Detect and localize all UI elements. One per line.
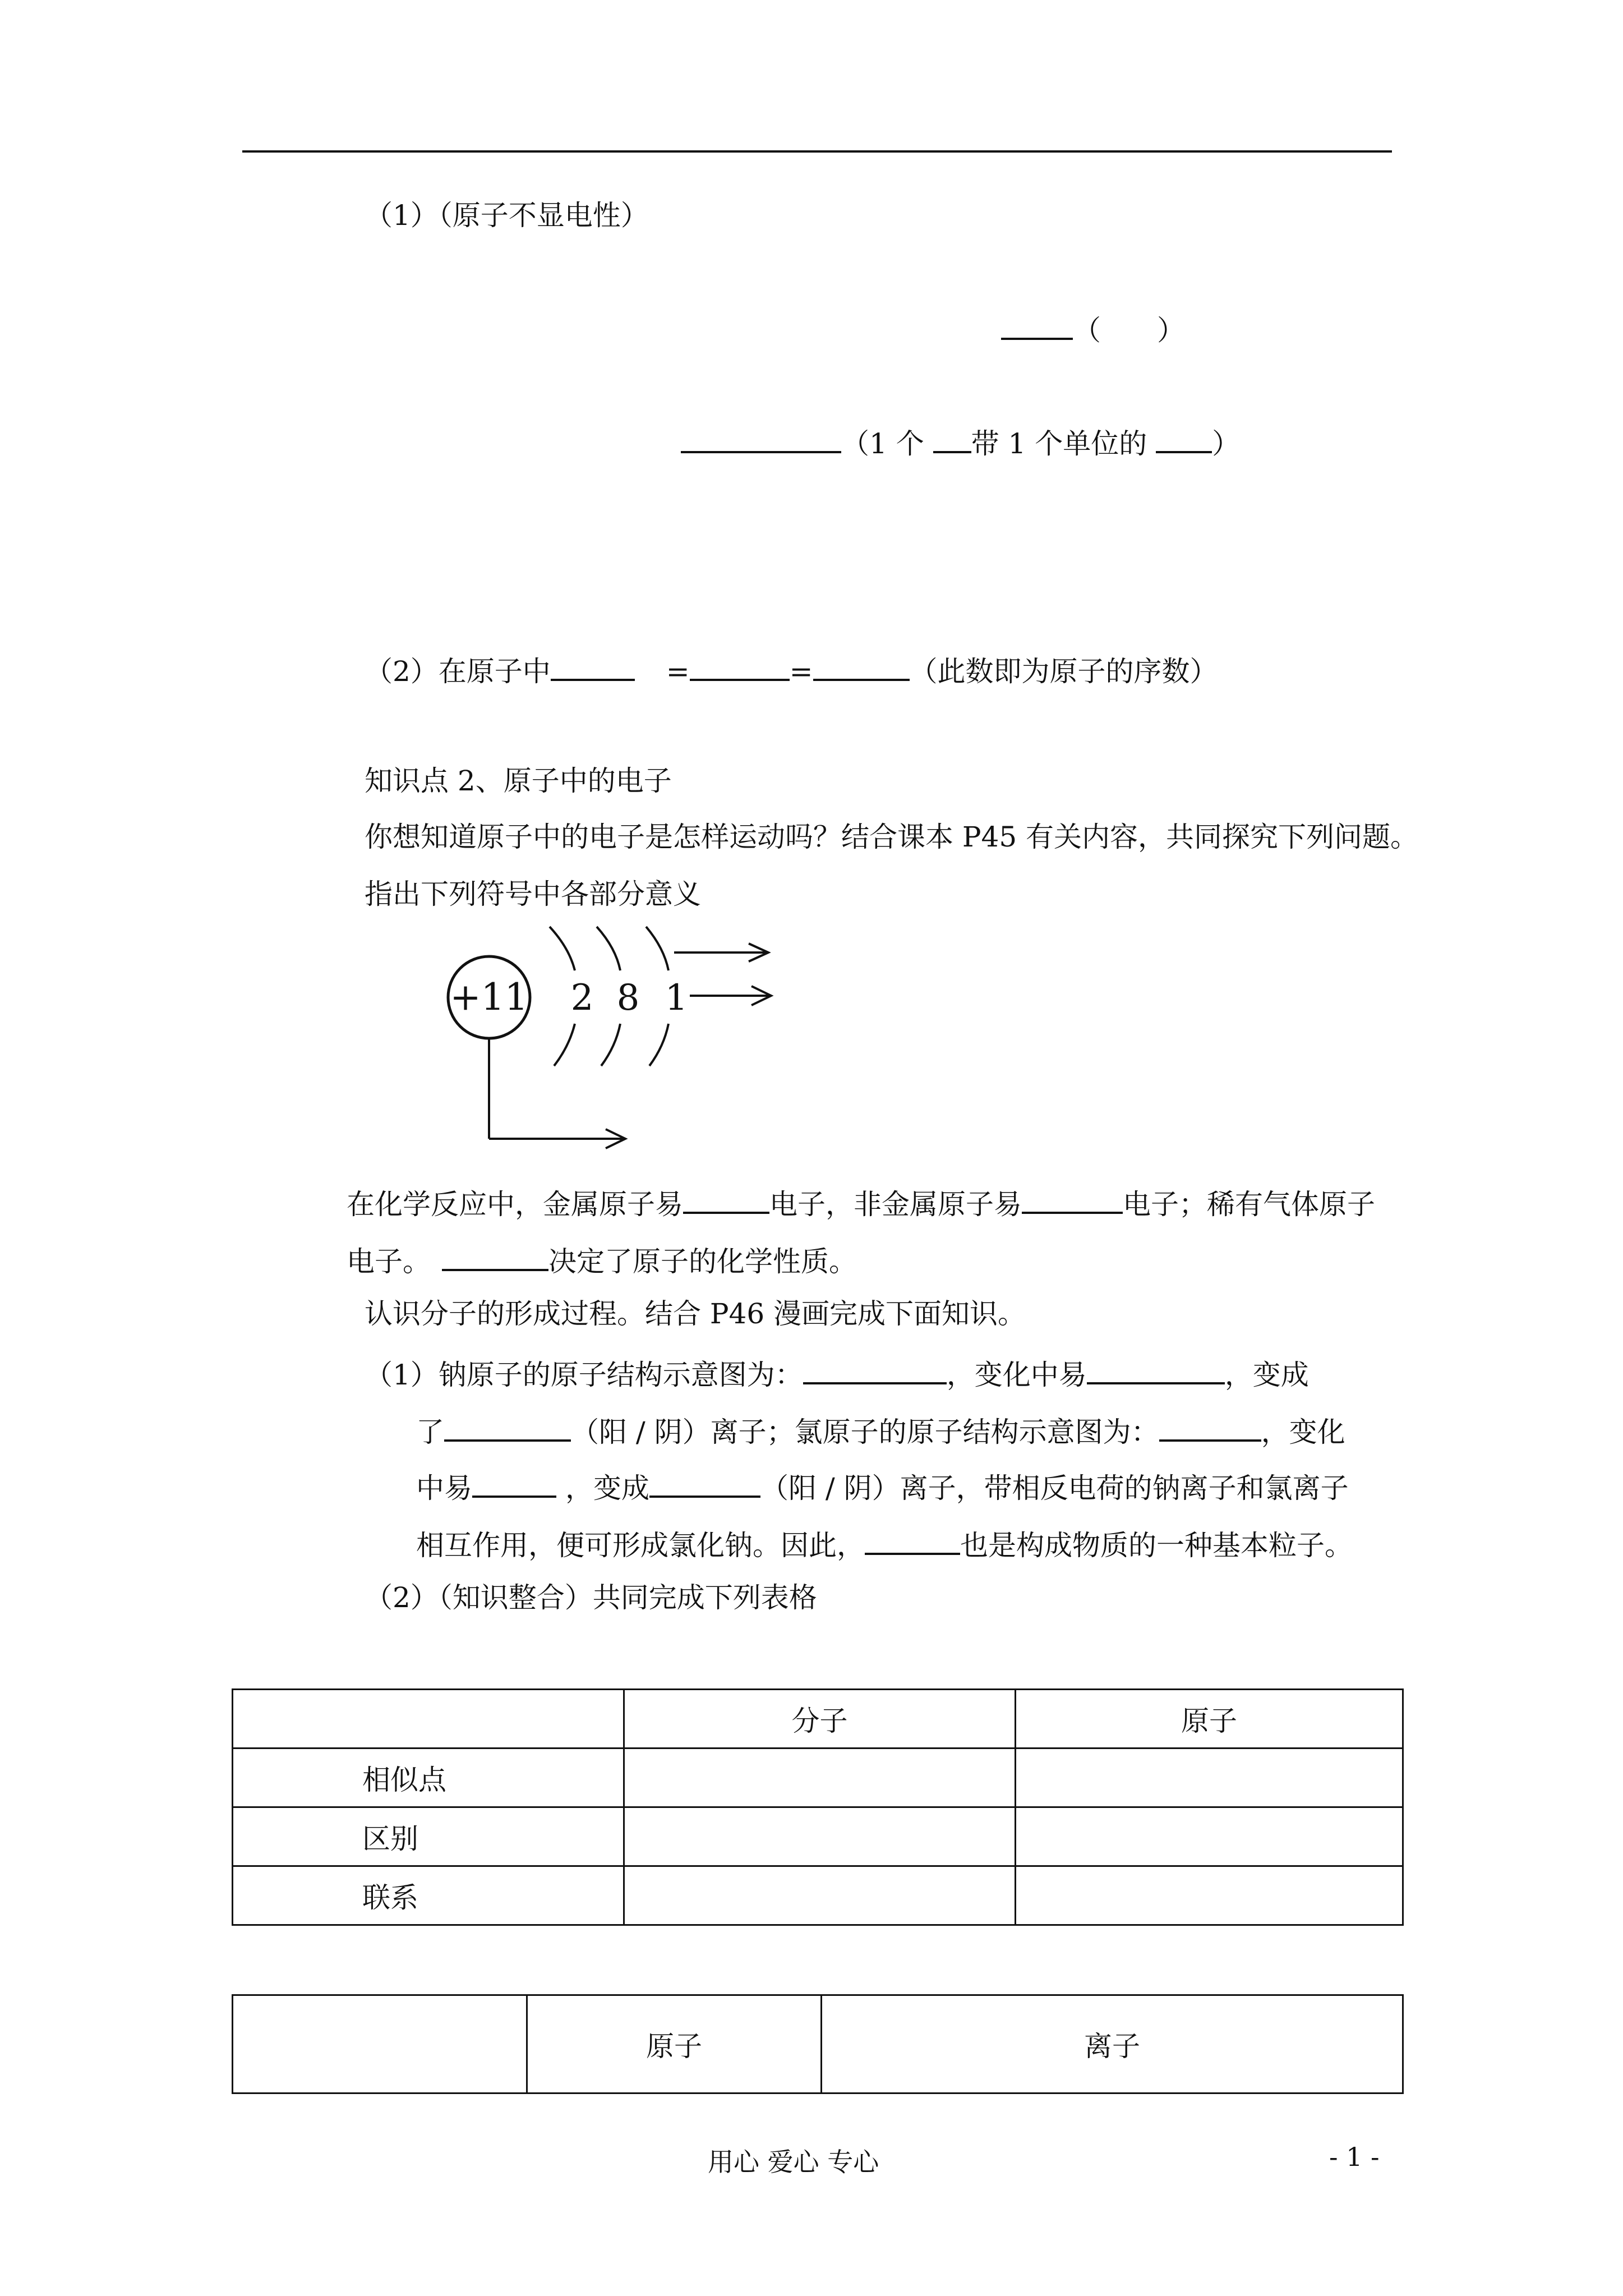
comparison-table-molecule-atom (232, 1688, 1404, 1926)
table-cell[interactable] (1016, 1749, 1403, 1807)
shell-electrons-1: 2 (570, 977, 594, 1019)
shell-arc-2-bottom (601, 1024, 620, 1066)
reaction-line2: 电子。 决定了原子的化学性质。 (347, 1240, 857, 1280)
molecule-p3: 中易 ，变成 （阳 / 阴）离子，带相反电荷的钠离子和氯离子 (416, 1466, 1349, 1506)
table-header-row (233, 1690, 1403, 1749)
table-cell[interactable] (1016, 1807, 1403, 1866)
table-header-ion: 离子 (822, 1995, 1403, 2093)
table-row (233, 1866, 1403, 1925)
blank[interactable] (1001, 309, 1073, 340)
table-row (233, 1749, 1403, 1807)
blank[interactable] (442, 1240, 548, 1271)
knowledge2-question: 你想知道原子中的电子是怎样运动吗？结合课本 P45 有关内容，共同探究下列问题。 (365, 821, 1419, 853)
blank[interactable] (1087, 1353, 1225, 1384)
comparison-table-atom-ion (232, 1994, 1404, 2094)
blank[interactable] (933, 422, 971, 453)
blank[interactable] (681, 422, 841, 453)
table-cell (233, 1995, 527, 2093)
blank[interactable] (690, 650, 790, 681)
blank[interactable] (803, 1353, 947, 1384)
table-header-molecule: 分子 (624, 1690, 1016, 1749)
knowledge2-title: 知识点 2、原子中的电子 (365, 765, 672, 797)
table-header-row (233, 1995, 1403, 2093)
table-cell (233, 1690, 624, 1749)
table-cell[interactable] (624, 1749, 1016, 1807)
section1-line3: （1 个 带 1 个单位的 ） (681, 422, 1240, 462)
reaction-line1: 在化学反应中，金属原子易 电子，非金属原子易 电子；稀有气体原子 (347, 1182, 1375, 1222)
blank[interactable] (472, 1466, 556, 1498)
blank[interactable] (444, 1410, 571, 1442)
footer-motto: 用心 爱心 专心 (708, 2147, 879, 2177)
knowledge2-instruction: 指出下列符号中各部分意义 (365, 878, 701, 910)
section1-line2 (1001, 309, 1185, 348)
blank[interactable] (865, 1524, 960, 1555)
header-rule (242, 150, 1392, 153)
blank[interactable] (683, 1182, 769, 1214)
blank[interactable] (649, 1466, 760, 1498)
molecule-p4: 相互作用，便可形成氯化钠。因此， 也是构成物质的一种基本粒子。 (416, 1524, 1353, 1563)
shell-electrons-2: 8 (616, 977, 640, 1019)
shell-arc-1-bottom (554, 1024, 575, 1066)
molecule-intro: 认识分子的形成过程。结合 P46 漫画完成下面知识。 (365, 1297, 1026, 1330)
paren: （ ） (1073, 314, 1185, 347)
molecule-p5: （2）（知识整合）共同完成下列表格 (365, 1581, 817, 1614)
row-label-similarity: 相似点 (233, 1749, 624, 1807)
section1-line1: （1）（原子不显电性） (365, 199, 649, 232)
molecule-p2: 了 （阳 / 阴）离子；氯原子的原子结构示意图为： ，变化 (416, 1410, 1345, 1450)
nucleus-charge: +11 (450, 976, 528, 1019)
shell-arc-3-top (646, 927, 668, 970)
blank[interactable] (1159, 1410, 1261, 1442)
shell-arc-1-top (550, 927, 575, 970)
table-cell[interactable] (624, 1866, 1016, 1925)
table-cell[interactable] (624, 1807, 1016, 1866)
blank[interactable] (1156, 422, 1212, 453)
shell-electrons-3: 1 (665, 977, 688, 1019)
molecule-p1: （1）钠原子的原子结构示意图为： ，变化中易 ，变成 (365, 1353, 1309, 1393)
blank[interactable] (813, 650, 910, 681)
table-row (233, 1807, 1403, 1866)
shell-arc-2-top (597, 927, 620, 970)
row-label-relation: 联系 (233, 1866, 624, 1925)
blank[interactable] (551, 650, 635, 681)
table-header-atom: 原子 (1016, 1690, 1403, 1749)
row-label-difference: 区别 (233, 1807, 624, 1866)
shell-arc-3-bottom (649, 1024, 668, 1066)
section2-line: （2）在原子中 = = （此数即为原子的序数） (365, 650, 1218, 689)
blank[interactable] (1022, 1182, 1123, 1214)
table-cell[interactable] (1016, 1866, 1403, 1925)
page-number: - 1 - (1329, 2142, 1380, 2172)
table-header-atom: 原子 (527, 1995, 822, 2093)
atom-structure-diagram (426, 914, 796, 1150)
